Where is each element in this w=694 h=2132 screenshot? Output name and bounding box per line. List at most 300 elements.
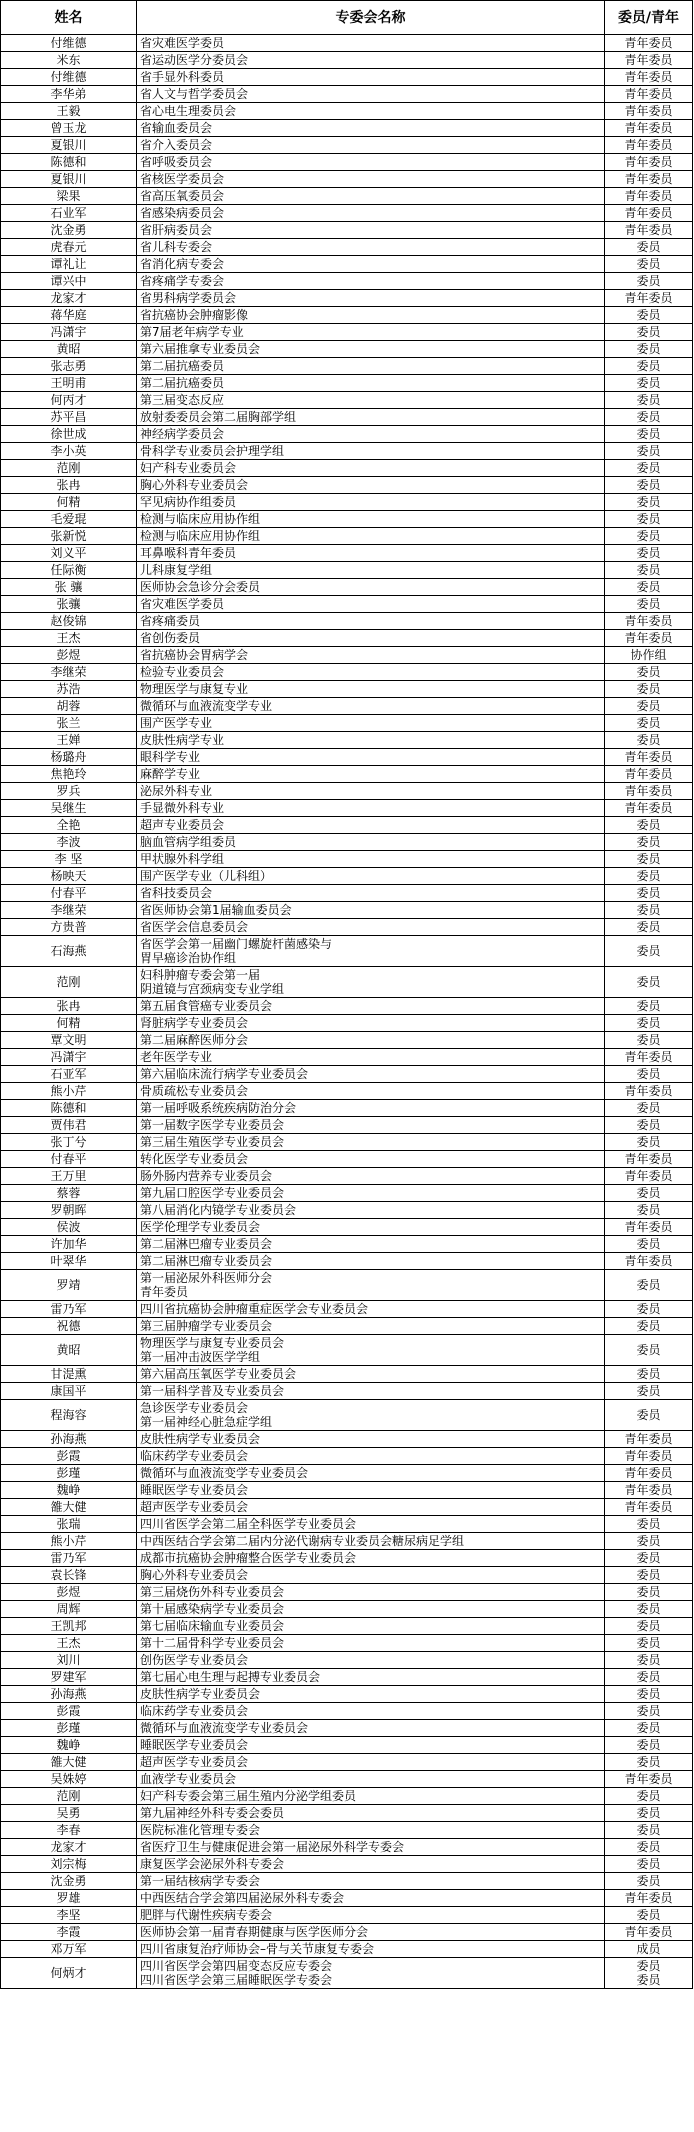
member-name: 祝德 <box>1 1318 137 1335</box>
member-name: 张新悦 <box>1 528 137 545</box>
committee-name: 神经病学委员会 <box>137 426 605 443</box>
committee-name: 放射委委员会第二届胸部学组 <box>137 409 605 426</box>
member-name: 焦艳玲 <box>1 766 137 783</box>
member-role: 委员 <box>605 1669 693 1686</box>
committee-name: 甲状腺外科学组 <box>137 851 605 868</box>
committee-name: 检测与临床应用协作组 <box>137 528 605 545</box>
committee-name: 四川省医学会第二届全科医学专业委员会 <box>137 1516 605 1533</box>
committee-name: 省男科病学委员会 <box>137 290 605 307</box>
table-row <box>1 120 693 137</box>
table-row <box>1 1219 693 1236</box>
member-name: 雷乃军 <box>1 1550 137 1567</box>
member-role: 委员 <box>605 1635 693 1652</box>
table-row <box>1 647 693 664</box>
member-name: 王凯邦 <box>1 1618 137 1635</box>
committee-name: 成都市抗癌协会肿瘤整合医学专业委员会 <box>137 1550 605 1567</box>
table-row <box>1 1941 693 1958</box>
member-role: 委员 <box>605 1737 693 1754</box>
committee-name: 临床药学专业委员会 <box>137 1703 605 1720</box>
table-row <box>1 1482 693 1499</box>
table-row <box>1 1151 693 1168</box>
member-role: 青年委员 <box>605 613 693 630</box>
committee-name: 第十二届骨科学专业委员会 <box>137 1635 605 1652</box>
member-name: 罗建军 <box>1 1669 137 1686</box>
committee-name: 第二届抗癌委员 <box>137 358 605 375</box>
committee-name: 肠外肠内营养专业委员会 <box>137 1168 605 1185</box>
header-row <box>1 1 693 35</box>
member-role: 委员 <box>605 936 693 967</box>
member-name: 何炳才 <box>1 1958 137 1989</box>
member-name: 陈德和 <box>1 154 137 171</box>
table-row <box>1 732 693 749</box>
member-role: 委员 <box>605 1383 693 1400</box>
member-name: 彭霞 <box>1 1703 137 1720</box>
member-role: 青年委员 <box>605 1499 693 1516</box>
committee-name: 省心电生理委员会 <box>137 103 605 120</box>
table-row <box>1 1652 693 1669</box>
committee-name-line: 第一届神经心脏急症学组 <box>140 1415 273 1429</box>
table-row <box>1 545 693 562</box>
table-row <box>1 1584 693 1601</box>
committee-name: 检测与临床应用协作组 <box>137 511 605 528</box>
committee-name-line: 物理医学与康复专业委员会 <box>140 1336 285 1350</box>
member-role: 委员 <box>605 1270 693 1301</box>
member-role: 青年委员 <box>605 171 693 188</box>
member-name: 张骧 <box>1 596 137 613</box>
committee-name: 省呼吸委员会 <box>137 154 605 171</box>
member-role: 委员 <box>605 494 693 511</box>
member-name: 李 坚 <box>1 851 137 868</box>
member-name: 谭兴中 <box>1 273 137 290</box>
member-role: 委员 <box>605 919 693 936</box>
committee-name: 睡眠医学专业委员会 <box>137 1482 605 1499</box>
member-role: 委员 <box>605 409 693 426</box>
table-row <box>1 171 693 188</box>
member-name: 苏浩 <box>1 681 137 698</box>
committee-name: 物理医学与康复专业 <box>137 681 605 698</box>
member-name: 黄昭 <box>1 1335 137 1366</box>
table-row <box>1 443 693 460</box>
table-row <box>1 766 693 783</box>
committee-name: 围产医学专业（儿科组） <box>137 868 605 885</box>
member-role: 委员 <box>605 579 693 596</box>
member-role: 青年委员 <box>605 52 693 69</box>
committee-name-line: 青年委员 <box>140 1285 189 1299</box>
member-name: 魏峥 <box>1 1737 137 1754</box>
member-name: 杨映天 <box>1 868 137 885</box>
member-name: 全艳 <box>1 817 137 834</box>
table-row <box>1 1383 693 1400</box>
table-row <box>1 1366 693 1383</box>
member-role: 委员 <box>605 1185 693 1202</box>
committee-name: 转化医学专业委员会 <box>137 1151 605 1168</box>
committee-name-line: 省医学会第一届幽门螺旋杆菌感染与 <box>140 937 333 951</box>
member-name: 李华弟 <box>1 86 137 103</box>
member-name: 龙家才 <box>1 1839 137 1856</box>
member-name: 罗朝晖 <box>1 1202 137 1219</box>
committee-name: 肥胖与代谢性疾病专委会 <box>137 1907 605 1924</box>
table-row <box>1 919 693 936</box>
member-role: 委员 <box>605 1100 693 1117</box>
committee-name: 妇产科专业委员会 <box>137 460 605 477</box>
member-name: 方贵普 <box>1 919 137 936</box>
table-row <box>1 188 693 205</box>
table-row <box>1 392 693 409</box>
table-row <box>1 290 693 307</box>
member-name: 王万里 <box>1 1168 137 1185</box>
member-role: 青年委员 <box>605 766 693 783</box>
table-row <box>1 1601 693 1618</box>
member-role: 青年委员 <box>605 120 693 137</box>
member-role: 青年委员 <box>605 69 693 86</box>
committee-name: 第九届神经外科专委会委员 <box>137 1805 605 1822</box>
member-name: 李继荣 <box>1 664 137 681</box>
table-row <box>1 1448 693 1465</box>
table-row <box>1 409 693 426</box>
member-name: 罗兵 <box>1 783 137 800</box>
member-name: 何精 <box>1 1015 137 1032</box>
member-role: 委员 <box>605 732 693 749</box>
member-role: 委员 <box>605 1907 693 1924</box>
member-role: 青年委员 <box>605 205 693 222</box>
committee-name: 围产医学专业 <box>137 715 605 732</box>
member-name: 王杰 <box>1 1635 137 1652</box>
member-name: 张 骧 <box>1 579 137 596</box>
committee-name: 第一届结核病学专委会 <box>137 1873 605 1890</box>
member-name: 许加华 <box>1 1236 137 1253</box>
member-name: 夏银川 <box>1 137 137 154</box>
member-name: 罗靖 <box>1 1270 137 1301</box>
table-row <box>1 1335 693 1366</box>
member-name: 彭煜 <box>1 1584 137 1601</box>
member-role: 委员 <box>605 1839 693 1856</box>
member-name: 张丁兮 <box>1 1134 137 1151</box>
member-role: 青年委员 <box>605 137 693 154</box>
member-role: 青年委员 <box>605 154 693 171</box>
committee-name: 临床药学专业委员会 <box>137 1448 605 1465</box>
committee-name: 省灾难医学委员 <box>137 35 605 52</box>
member-role: 委员 <box>605 460 693 477</box>
committee-name: 微循环与血液流变学专业委员会 <box>137 1720 605 1737</box>
committee-name: 检验专业委员会 <box>137 664 605 681</box>
committee-name: 骨科学专业委员会护理学组 <box>137 443 605 460</box>
table-row <box>1 1618 693 1635</box>
committee-name: 第十届感染病学专业委员会 <box>137 1601 605 1618</box>
member-role: 委员 <box>605 868 693 885</box>
member-role: 委员 <box>605 1720 693 1737</box>
committee-name-line: 阴道镜与宫颈病变专业学组 <box>140 982 285 996</box>
table-row <box>1 1771 693 1788</box>
member-role: 委员 <box>605 1301 693 1318</box>
member-name: 石业军 <box>1 205 137 222</box>
table-row <box>1 783 693 800</box>
committee-name-line: 妇科肿瘤专委会第一届 <box>140 968 261 982</box>
table-row <box>1 256 693 273</box>
table-row <box>1 1134 693 1151</box>
committee-name: 睡眠医学专业委员会 <box>137 1737 605 1754</box>
member-name: 彭瑾 <box>1 1465 137 1482</box>
member-name: 雒大健 <box>1 1754 137 1771</box>
table-row <box>1 664 693 681</box>
member-name: 吴姝婷 <box>1 1771 137 1788</box>
member-role: 委员 <box>605 256 693 273</box>
member-role: 委员 <box>605 1533 693 1550</box>
member-name: 石亚军 <box>1 1066 137 1083</box>
member-role: 委员 <box>605 1015 693 1032</box>
member-role: 委员 <box>605 1703 693 1720</box>
member-role: 青年委员 <box>605 630 693 647</box>
table-row <box>1 1890 693 1907</box>
member-name: 彭霞 <box>1 1448 137 1465</box>
committee-name <box>137 1335 605 1366</box>
committee-name: 皮肤性病学专业委员会 <box>137 1431 605 1448</box>
table-row <box>1 1669 693 1686</box>
member-name: 周辉 <box>1 1601 137 1618</box>
table-row <box>1 1720 693 1737</box>
table-row <box>1 834 693 851</box>
table-row <box>1 715 693 732</box>
committee-name: 第7届老年病学专业 <box>137 324 605 341</box>
header-committee: 专委会名称 <box>137 1 605 35</box>
committee-name: 老年医学专业 <box>137 1049 605 1066</box>
member-name: 熊小芹 <box>1 1083 137 1100</box>
table-row <box>1 1550 693 1567</box>
member-role: 委员 <box>605 1550 693 1567</box>
member-role: 委员 <box>605 1202 693 1219</box>
member-name: 孙海燕 <box>1 1431 137 1448</box>
committee-name: 省医学会信息委员会 <box>137 919 605 936</box>
committee-name: 骨质疏松专业委员会 <box>137 1083 605 1100</box>
member-name: 刘川 <box>1 1652 137 1669</box>
table-row <box>1 324 693 341</box>
member-name: 覃文明 <box>1 1032 137 1049</box>
member-role: 青年委员 <box>605 1465 693 1482</box>
member-role: 委员 <box>605 358 693 375</box>
member-role: 青年委员 <box>605 1890 693 1907</box>
member-role: 青年委员 <box>605 749 693 766</box>
member-name: 彭煜 <box>1 647 137 664</box>
committee-name: 妇产科专委会第三届生殖内分泌学组委员 <box>137 1788 605 1805</box>
committee-name-line: 胃早癌诊治协作组 <box>140 951 237 965</box>
member-role: 委员 <box>605 1754 693 1771</box>
member-name: 张志勇 <box>1 358 137 375</box>
table-row <box>1 1431 693 1448</box>
member-role: 委员 <box>605 1873 693 1890</box>
member-name: 袁长锋 <box>1 1567 137 1584</box>
committee-name: 第一届科学普及专业委员会 <box>137 1383 605 1400</box>
table-row <box>1 1499 693 1516</box>
table-row <box>1 273 693 290</box>
member-name: 雷乃军 <box>1 1301 137 1318</box>
committee-name: 儿科康复学组 <box>137 562 605 579</box>
committee-name: 耳鼻喉科青年委员 <box>137 545 605 562</box>
member-name: 彭瑾 <box>1 1720 137 1737</box>
member-role: 委员 <box>605 1335 693 1366</box>
table-row <box>1 1873 693 1890</box>
committee-name <box>137 1400 605 1431</box>
member-name: 付维德 <box>1 35 137 52</box>
committee-name: 第一届数字医学专业委员会 <box>137 1117 605 1134</box>
member-role: 委员 <box>605 511 693 528</box>
member-role: 委员 <box>605 1567 693 1584</box>
table-row <box>1 1253 693 1270</box>
member-role: 青年委员 <box>605 1482 693 1499</box>
member-name: 魏峥 <box>1 1482 137 1499</box>
table-row <box>1 494 693 511</box>
table-row <box>1 426 693 443</box>
member-name: 王杰 <box>1 630 137 647</box>
member-role: 委员 <box>605 1618 693 1635</box>
member-role: 青年委员 <box>605 783 693 800</box>
member-role: 委员 <box>605 1601 693 1618</box>
committee-name: 省儿科专委会 <box>137 239 605 256</box>
member-role: 委员 <box>605 443 693 460</box>
member-role: 委员 <box>605 1805 693 1822</box>
table-row <box>1 154 693 171</box>
member-name: 程海容 <box>1 1400 137 1431</box>
committee-name: 第二届淋巴瘤专业委员会 <box>137 1253 605 1270</box>
committee-name: 脑血管病学组委员 <box>137 834 605 851</box>
table-row <box>1 800 693 817</box>
committee-name: 创伤医学专业委员会 <box>137 1652 605 1669</box>
member-name: 何丙才 <box>1 392 137 409</box>
member-name: 付维德 <box>1 69 137 86</box>
committee-name: 省抗癌协会肿瘤影像 <box>137 307 605 324</box>
member-role: 委员 <box>605 1686 693 1703</box>
committee-name: 四川省康复治疗师协会–骨与关节康复专委会 <box>137 1941 605 1958</box>
committee-name: 医学伦理学专业委员会 <box>137 1219 605 1236</box>
committee-name: 第五届食管癌专业委员会 <box>137 998 605 1015</box>
table-row <box>1 1686 693 1703</box>
member-name: 龙家才 <box>1 290 137 307</box>
member-name: 李坚 <box>1 1907 137 1924</box>
table-row <box>1 1635 693 1652</box>
table-row <box>1 1788 693 1805</box>
member-name: 张兰 <box>1 715 137 732</box>
table-row <box>1 52 693 69</box>
member-name: 熊小芹 <box>1 1533 137 1550</box>
table-row <box>1 1032 693 1049</box>
committee-name: 省手显外科委员 <box>137 69 605 86</box>
table-row <box>1 1318 693 1335</box>
committee-name-line: 四川省医学会第四届变态反应专委会 <box>140 1959 333 1973</box>
member-name: 李小英 <box>1 443 137 460</box>
member-role: 委员 <box>605 545 693 562</box>
table-row <box>1 1270 693 1301</box>
member-role: 成员 <box>605 1941 693 1958</box>
member-name: 夏银川 <box>1 171 137 188</box>
member-name: 沈金勇 <box>1 222 137 239</box>
committee-name: 罕见病协作组委员 <box>137 494 605 511</box>
member-name: 徐世成 <box>1 426 137 443</box>
member-role: 委员 <box>605 834 693 851</box>
table-row <box>1 222 693 239</box>
member-role: 委员 <box>605 596 693 613</box>
member-name: 虎春元 <box>1 239 137 256</box>
member-name: 付春平 <box>1 1151 137 1168</box>
member-role: 委员 <box>605 528 693 545</box>
table-row <box>1 375 693 392</box>
committee-name: 省疼痛学专委会 <box>137 273 605 290</box>
member-role: 委员 <box>605 1318 693 1335</box>
member-role: 青年委员 <box>605 1151 693 1168</box>
table-row <box>1 341 693 358</box>
table-row <box>1 1805 693 1822</box>
table-row <box>1 681 693 698</box>
committee-name: 第七届临床输血专业委员会 <box>137 1618 605 1635</box>
committee-name: 第二届麻醉医师分会 <box>137 1032 605 1049</box>
table-row <box>1 851 693 868</box>
table-row <box>1 1066 693 1083</box>
table-row <box>1 885 693 902</box>
committee-name: 第三届肿瘤学专业委员会 <box>137 1318 605 1335</box>
member-name: 冯潇宇 <box>1 1049 137 1066</box>
member-name: 王婵 <box>1 732 137 749</box>
member-name: 李春 <box>1 1822 137 1839</box>
committee-name: 第二届抗癌委员 <box>137 375 605 392</box>
member-name: 李霞 <box>1 1924 137 1941</box>
committee-name: 手显微外科专业 <box>137 800 605 817</box>
table-row <box>1 562 693 579</box>
table-row <box>1 630 693 647</box>
header-role: 委员/青年 <box>605 1 693 35</box>
committee-name: 第六届高压氧医学专业委员会 <box>137 1366 605 1383</box>
member-role: 委员 <box>605 1584 693 1601</box>
table-row <box>1 137 693 154</box>
member-role: 委员 <box>605 1652 693 1669</box>
committee-name: 麻醉学专业 <box>137 766 605 783</box>
member-name: 沈金勇 <box>1 1873 137 1890</box>
header-name: 姓名 <box>1 1 137 35</box>
member-role: 委员 <box>605 664 693 681</box>
member-role: 青年委员 <box>605 1448 693 1465</box>
member-name: 范刚 <box>1 1788 137 1805</box>
member-role: 委员 <box>605 1066 693 1083</box>
committee-name: 第六届推拿专业委员会 <box>137 341 605 358</box>
committee-name: 微循环与血液流变学专业 <box>137 698 605 715</box>
table-row <box>1 1083 693 1100</box>
committee-name: 医师协会急诊分会委员 <box>137 579 605 596</box>
table-row <box>1 868 693 885</box>
table-row <box>1 613 693 630</box>
member-role: 委员 <box>605 817 693 834</box>
table-row <box>1 1117 693 1134</box>
table-row <box>1 477 693 494</box>
table-row <box>1 528 693 545</box>
member-role <box>605 1958 693 1989</box>
member-role: 青年委员 <box>605 1924 693 1941</box>
committee-name: 康复医学会泌尿外科专委会 <box>137 1856 605 1873</box>
table-row <box>1 239 693 256</box>
member-name: 石海燕 <box>1 936 137 967</box>
member-name: 梁果 <box>1 188 137 205</box>
table-row <box>1 1839 693 1856</box>
table-row <box>1 1049 693 1066</box>
committee-name: 胸心外科专业委员会 <box>137 477 605 494</box>
member-role: 委员 <box>605 851 693 868</box>
table-row <box>1 1465 693 1482</box>
table-row <box>1 1202 693 1219</box>
member-role: 委员 <box>605 562 693 579</box>
committee-name: 省疼痛委员 <box>137 613 605 630</box>
member-name: 吴勇 <box>1 1805 137 1822</box>
member-role: 协作组 <box>605 647 693 664</box>
committee-name: 省肝病委员会 <box>137 222 605 239</box>
member-role: 委员 <box>605 1788 693 1805</box>
member-role: 青年委员 <box>605 1083 693 1100</box>
table-row <box>1 511 693 528</box>
committee-name: 省消化病专委会 <box>137 256 605 273</box>
